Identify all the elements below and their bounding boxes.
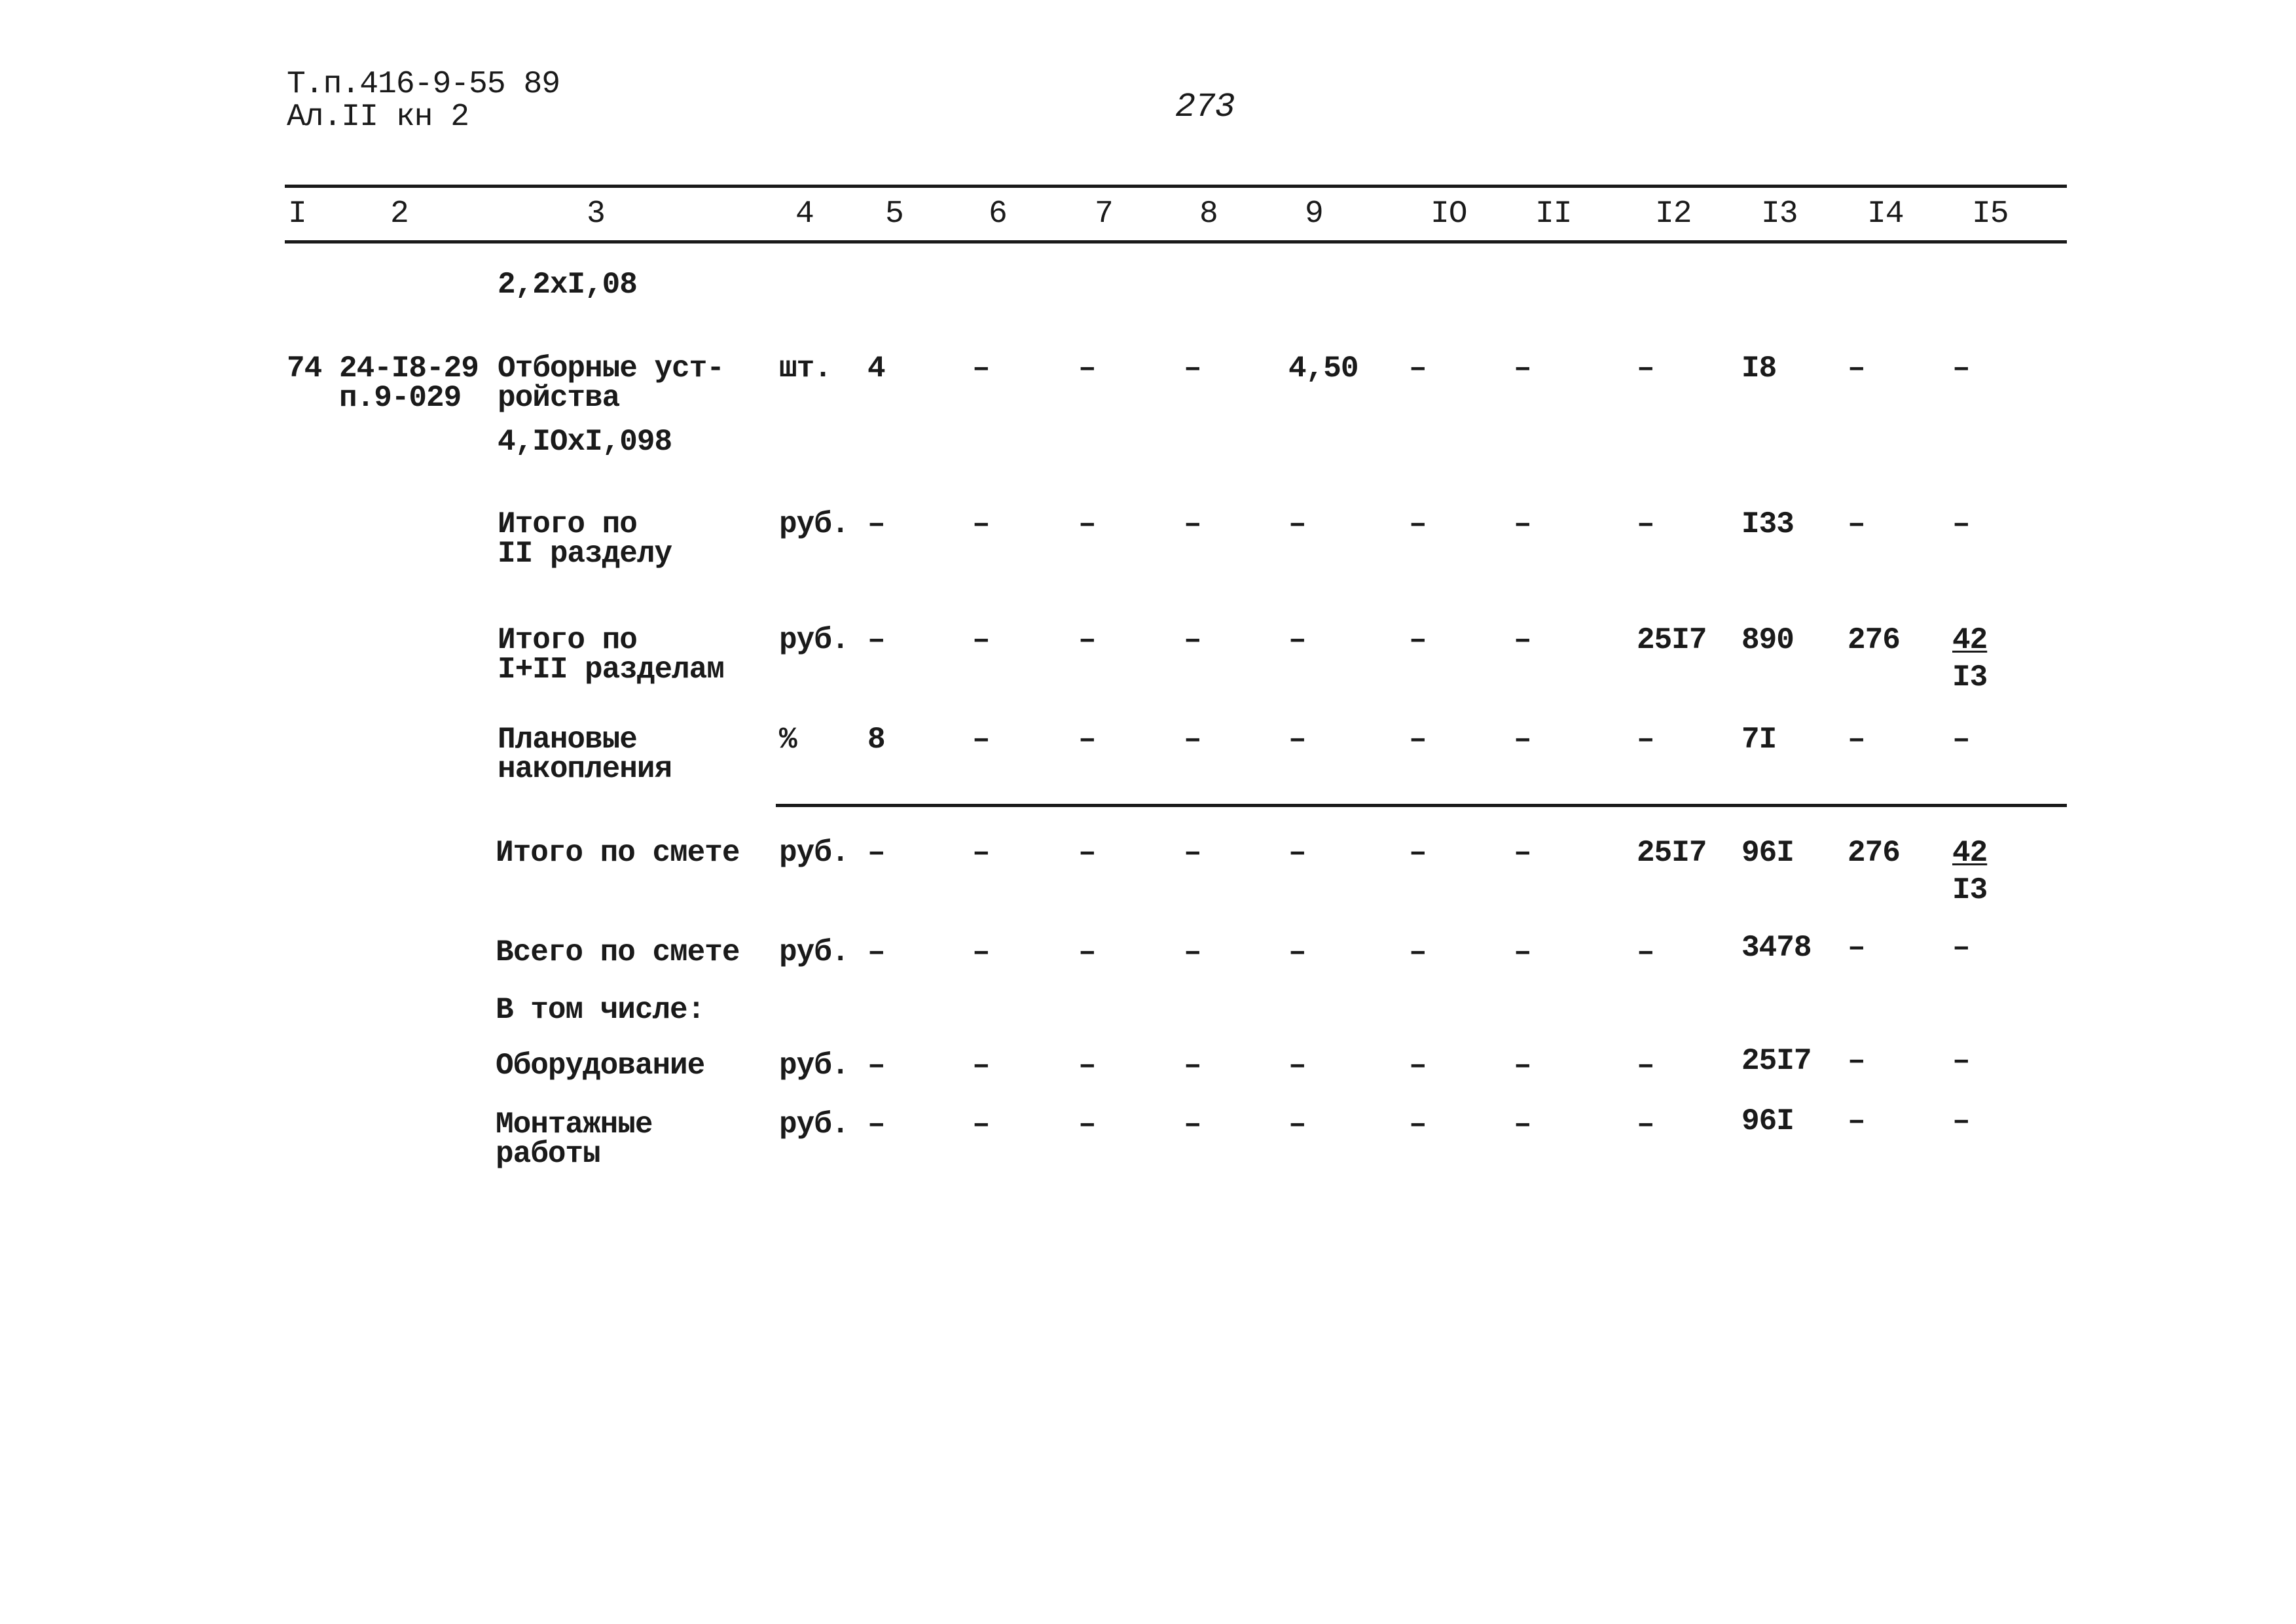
cell-col5: –: [867, 507, 885, 541]
cell-col11: –: [1514, 836, 1531, 870]
unit: руб.: [779, 623, 849, 657]
col-header-13: I3: [1761, 196, 1798, 232]
continuation-formula: 2,2хI,08: [498, 268, 637, 302]
row-desc: Оборудование: [496, 1049, 705, 1083]
cell-col6: –: [972, 723, 990, 757]
row-desc-line1: Итого по: [498, 507, 637, 541]
cell-col9: –: [1288, 836, 1306, 870]
row-desc-line1: Монтажные: [496, 1108, 653, 1142]
col-header-10: IO: [1430, 196, 1467, 232]
cell-col13: 96I: [1741, 836, 1794, 870]
row-desc-line2: ройства: [498, 381, 620, 415]
cell-col12: –: [1637, 352, 1654, 386]
cell-col8: –: [1184, 623, 1201, 657]
cell-col10: –: [1409, 723, 1427, 757]
totals-separator-rule: [776, 804, 2067, 807]
price-item: п.9-029: [339, 381, 462, 415]
cell-col12: 25I7: [1637, 623, 1707, 657]
cell-col5: –: [867, 935, 885, 969]
cell-col5: –: [867, 1049, 885, 1083]
cell-col6: –: [972, 1108, 990, 1142]
cell-col11: –: [1514, 1049, 1531, 1083]
cell-col9: 4,50: [1288, 352, 1358, 386]
cell-col11: –: [1514, 507, 1531, 541]
cell-col12: –: [1637, 723, 1654, 757]
cell-col5: 8: [867, 723, 885, 757]
including-label: В том числе:: [496, 993, 705, 1027]
cell-col5: 4: [867, 352, 885, 386]
cell-col10: –: [1409, 1108, 1427, 1142]
cell-col13: 96I: [1741, 1104, 1794, 1138]
page-number: 273: [1175, 88, 1235, 126]
cell-col10: –: [1409, 935, 1427, 969]
col-header-11: II: [1535, 196, 1572, 232]
cell-col8: –: [1184, 935, 1201, 969]
cell-col6: –: [972, 507, 990, 541]
row-desc-line1: Итого по: [498, 623, 637, 657]
cell-col10: –: [1409, 623, 1427, 657]
cell-col14: –: [1848, 1104, 1865, 1138]
row-desc-line2: работы: [496, 1137, 600, 1171]
col-header-7: 7: [1095, 196, 1113, 232]
cell-col15-numerator: 42: [1952, 836, 1988, 870]
col-header-2: 2: [390, 196, 409, 232]
cell-col12: –: [1637, 1108, 1654, 1142]
cell-col8: –: [1184, 836, 1201, 870]
col-header-3: 3: [587, 196, 605, 232]
col-header-14: I4: [1867, 196, 1904, 232]
cell-col13: 3478: [1741, 931, 1812, 965]
cell-col6: –: [972, 1049, 990, 1083]
cell-col6: –: [972, 836, 990, 870]
cell-col14: –: [1848, 1044, 1865, 1078]
cell-col15-denominator: I3: [1952, 873, 1988, 907]
cell-col9: –: [1288, 1108, 1306, 1142]
cell-col5: –: [867, 623, 885, 657]
cell-col8: –: [1184, 1049, 1201, 1083]
unit: шт.: [779, 352, 831, 386]
cell-col6: –: [972, 352, 990, 386]
unit: руб.: [779, 1049, 849, 1083]
cell-col7: –: [1078, 935, 1096, 969]
cell-col14: –: [1848, 723, 1865, 757]
cell-col14: –: [1848, 931, 1865, 965]
cell-col15: –: [1952, 352, 1970, 386]
cell-col10: –: [1409, 1049, 1427, 1083]
row-number: 74: [287, 352, 322, 386]
cell-col10: –: [1409, 836, 1427, 870]
price-code: 24-I8-29: [339, 352, 479, 386]
cell-col12: –: [1637, 507, 1654, 541]
unit: руб.: [779, 1108, 849, 1142]
row-desc: Всего по смете: [496, 935, 740, 969]
cell-col9: –: [1288, 935, 1306, 969]
cell-col13: 25I7: [1741, 1044, 1812, 1078]
cell-col7: –: [1078, 836, 1096, 870]
cell-col12: –: [1637, 935, 1654, 969]
cell-col9: –: [1288, 723, 1306, 757]
cell-col12: –: [1637, 1049, 1654, 1083]
row-desc: Итого по смете: [496, 836, 740, 870]
cell-col11: –: [1514, 723, 1531, 757]
cell-col14: 276: [1848, 836, 1900, 870]
cell-col15-denominator: I3: [1952, 660, 1988, 695]
cell-col7: –: [1078, 1049, 1096, 1083]
cell-col15: –: [1952, 931, 1970, 965]
row-formula: 4,IOхI,098: [498, 425, 672, 459]
cell-col8: –: [1184, 352, 1201, 386]
unit: руб.: [779, 836, 849, 870]
col-header-8: 8: [1199, 196, 1218, 232]
cell-col7: –: [1078, 1108, 1096, 1142]
cell-col13: 890: [1741, 623, 1794, 657]
doc-code-line2: Ал.II кн 2: [287, 99, 469, 135]
cell-col11: –: [1514, 352, 1531, 386]
unit: руб.: [779, 935, 849, 969]
col-header-12: I2: [1655, 196, 1692, 232]
col-header-4: 4: [795, 196, 814, 232]
cell-col11: –: [1514, 935, 1531, 969]
cell-col10: –: [1409, 352, 1427, 386]
cell-col10: –: [1409, 507, 1427, 541]
cell-col5: –: [867, 836, 885, 870]
cell-col9: –: [1288, 1049, 1306, 1083]
cell-col15: –: [1952, 1104, 1970, 1138]
cell-col8: –: [1184, 723, 1201, 757]
cell-col15-numerator: 42: [1952, 623, 1988, 657]
table-top-rule: [285, 185, 2067, 188]
unit: %: [779, 723, 797, 757]
cell-col9: –: [1288, 623, 1306, 657]
cell-col8: –: [1184, 507, 1201, 541]
cell-col8: –: [1184, 1108, 1201, 1142]
cell-col13: I8: [1741, 352, 1777, 386]
row-desc-line1: Отборные уст-: [498, 352, 724, 386]
row-desc-line1: Плановые: [498, 723, 637, 757]
cell-col6: –: [972, 935, 990, 969]
cell-col14: 276: [1848, 623, 1900, 657]
cell-col9: –: [1288, 507, 1306, 541]
col-header-1: I: [288, 196, 306, 232]
cell-col11: –: [1514, 1108, 1531, 1142]
cell-col7: –: [1078, 507, 1096, 541]
cell-col7: –: [1078, 352, 1096, 386]
cell-col15: –: [1952, 1044, 1970, 1078]
cell-col13: 7I: [1741, 723, 1777, 757]
cell-col11: –: [1514, 623, 1531, 657]
cell-col6: –: [972, 623, 990, 657]
col-header-6: 6: [989, 196, 1007, 232]
cell-col14: –: [1848, 507, 1865, 541]
row-desc-line2: II разделу: [498, 537, 672, 571]
cell-col13: I33: [1741, 507, 1794, 541]
cell-col15: –: [1952, 723, 1970, 757]
unit: руб.: [779, 507, 849, 541]
cell-col7: –: [1078, 623, 1096, 657]
row-desc-line2: накопления: [498, 752, 672, 786]
doc-code-line1: Т.п.416-9-55 89: [287, 67, 560, 102]
cell-col14: –: [1848, 352, 1865, 386]
cell-col7: –: [1078, 723, 1096, 757]
cell-col15: –: [1952, 507, 1970, 541]
col-header-5: 5: [885, 196, 903, 232]
col-header-15: I5: [1972, 196, 2009, 232]
table-header-bottom-rule: [285, 240, 2067, 244]
col-header-9: 9: [1305, 196, 1323, 232]
row-desc-line2: I+II разделам: [498, 653, 724, 687]
cell-col12: 25I7: [1637, 836, 1707, 870]
cell-col5: –: [867, 1108, 885, 1142]
